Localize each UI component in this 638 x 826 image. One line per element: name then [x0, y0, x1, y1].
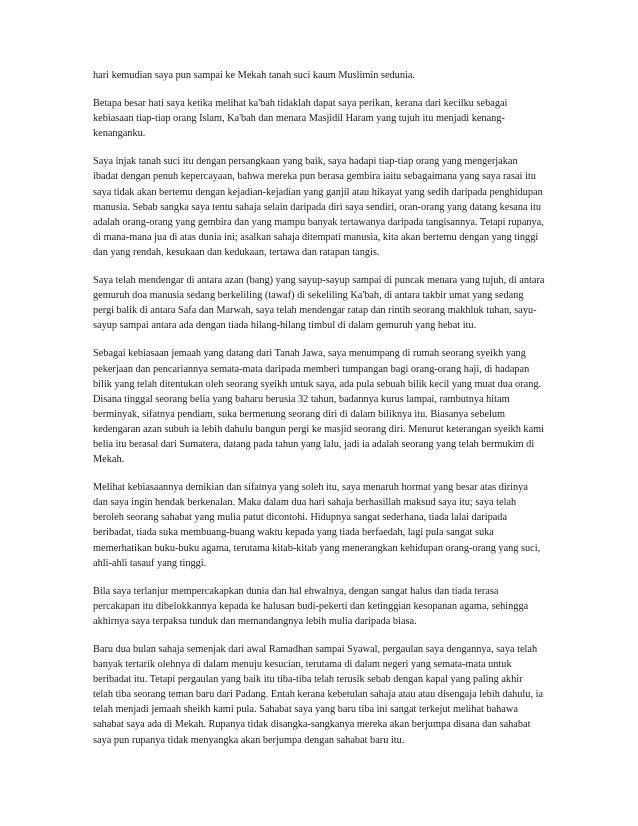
paragraph-5: Sebagai kebiasaan jemaah yang datang dari Tanah Jawa, saya menumpang di rumah seorang syeikh yang pekerjaan dan pencariannya semata-mata daripada memberi tumpangan bagi orang-orang haji, di hadapan bilik yang telah ditentukan oleh seorang syeikh untuk saya, ada pula sebuah bilik kecil yang muat dua orang. Disana tinggal seorang belia yang baharu berusia 32 tahun, badannya kurus lampai, rambutnya hitam berminyak, sifatnya pendiam, suka bermenung seorang diri di dalam biliknya itu. Biasanya sebelum kedengaran azan subuh ia lebih dahulu bangun pergi ke masjid seorang diri. Menurut keterangan syeikh kami belia itu berasal dari Sumatera, datang pada tahun yang lalu, jadi ia adalah seorang yang telah bermukim di Mekah.	[93, 348, 545, 466]
paragraph-8: Baru dua bulan sahaja semenjak dari awal Ramadhan sampai Syawal, pergaulan saya dengannya, saya telah banyak tertarik olehnya di dalam menuju kesucian, terutama di dalam negeri yang semata-mata untuk beribadat itu. Tetapi pergaulan yang baik itu tiba-tiba telah terusik sebab dengan kapal yang paling akhir telah tiba seorang teman baru dari Padang. Entah kerana kebetulan sahaja atau atau disengaja lebih dahulu, ia telah menjadi jemaah sheikh kami pula. Sahabat saya yang baru tiba ini sangat terkejut melihat bahawa sahabat saya ada di Mekah. Rupanya tidak disangka-sangkanya mereka akan berjumpa disana dan sahabat saya pun rupanya tidak menyangka akan berjumpa dengan sahabat baru itu.	[93, 644, 544, 746]
paragraph-4: Saya telah mendengar di antara azan (bang) yang sayup-sayup sampai di puncak menara yang tujuh, di antara gemuruh doa manusia sedang berkeliling (tawaf) di sekeliling Ka'bah, di antara takbir umat yang sedang pergi balik di antara Safa dan Marwah, saya telah mendengar ratap dan rintih seorang makhluk tuhan, sayu-sayup sampai antara ada dengan tiada hilang-hilang timbul di dalam gemuruh yang hebat itu.	[93, 275, 545, 332]
paragraph-2: Betapa besar hati saya ketika melihat ka'bah tidaklah dapat saya perikan, kerana dari kecilku sebagai kebiasaan tiap-tiap orang Islam, Ka'bah dan menara Masjidil Haram yang tujuh itu menjadi kenang-kenanganku.	[93, 98, 508, 140]
paragraph-3: Saya injak tanah suci itu dengan persangkaan yang baik, saya hadapi tiap-tiap orang yang mengerjakan ibadat dengan penuh kepercayaan, bahwa mereka pun berasa gembira iaitu sebagaimana yang saya rasai itu saya tidak akan bertemu dengan kejadian-kejadian yang ganjil atau hikayat yang sedih daripada penghidupan manusia. Sebab sangka saya tentu sahaja selain daripada diri saya sendiri, oran-orang yang datang kesana itu adalah orang-orang yang gembira dan yang mampu banyak tertawanya daripada tangisannya. Tetapi rupanya, di mana-mana jua di atas dunia ini; asalkan sahaja ditempati manusia, kita akan bertemu dengan yang tinggi dan yang rendah, kesukaan dan kedukaan, tertawa dan ratapan tangis.	[93, 156, 544, 258]
paragraph-7: Bila saya terlanjur mempercakapkan dunia dan hal ehwalnya, dengan sangat halus dan tiada terasa percakapan itu dibelokkannya kepada ke halusan budi-pekerti dan ketinggian kesopanan agama, sehingga akhirnya saya terpaksa tunduk dan memandangnya lebih mulia daripada biasa.	[93, 585, 529, 627]
document-body	[93, 68, 545, 748]
paragraph-1: hari kemudian saya pun sampai ke Mekah tanah suci kaum Muslimin sedunia.	[93, 70, 415, 81]
paragraph-6: Melihat kebiasaannya demikian dan sifatnya yang soleh itu, saya menaruh hormat yang besar atas dirinya dan saya ingin hendak berkenalan. Maka dalam dua hari sahaja berhasillah maksud saya itu; saya telah beroleh seorang sahabat yang mulia patut dicontohi. Hidupnya sangat sederhana, tiada lalai daripada beribadat, tiada suka membuang-buang waktu kepada yang tiada berfaedah, lagi pula sangat suka memerhatikan buku-buku agama, terutama kitab-kitab yang menerangkan kehidupan orang-orang yang suci, ahli-ahli tasauf yang tinggi.	[93, 482, 541, 569]
